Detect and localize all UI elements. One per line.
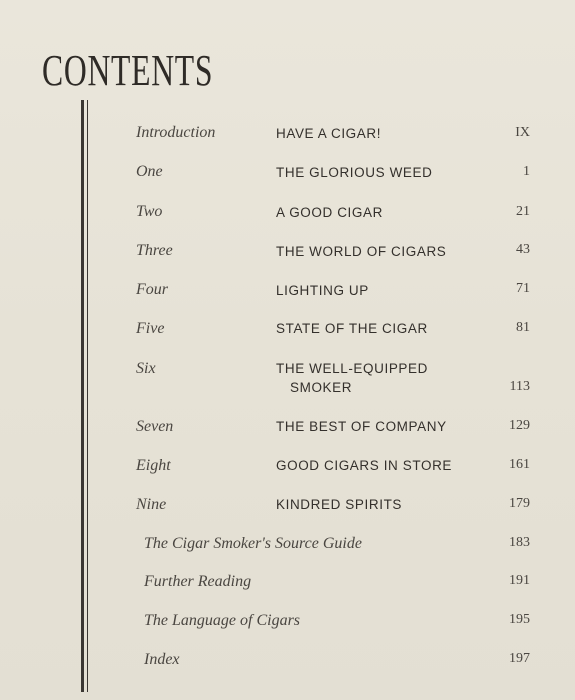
chapter-title: THE GLORIOUS WEED <box>276 165 433 180</box>
chapter-title: A GOOD CIGAR <box>276 205 383 220</box>
chapter-number: Four <box>136 281 168 298</box>
chapter-number: Two <box>136 203 163 220</box>
chapter-number: Introduction <box>136 124 216 141</box>
chapter-title: HAVE A CIGAR! <box>276 126 382 141</box>
chapter-title: KINDRED SPIRITS <box>276 497 403 512</box>
chapter-title: GOOD CIGARS IN STORE <box>276 458 453 473</box>
page-number: 191 <box>509 573 530 588</box>
back-matter-title: Further Reading <box>144 573 252 590</box>
chapter-number: One <box>136 163 163 180</box>
page-number: 81 <box>516 320 530 335</box>
chapter-number: Nine <box>136 496 167 513</box>
page-number: 179 <box>509 496 530 511</box>
page-number: 113 <box>509 379 530 394</box>
chapter-title-line2: SMOKER <box>290 380 353 395</box>
page-number: 197 <box>509 651 530 666</box>
chapter-number: Three <box>136 242 173 259</box>
back-matter-title: The Cigar Smoker's Source Guide <box>144 535 362 552</box>
contents-heading: CONTENTS <box>42 46 214 95</box>
page-number: 161 <box>509 457 530 472</box>
page-number: 43 <box>516 242 530 257</box>
chapter-title: THE BEST OF COMPANY <box>276 419 447 434</box>
page-number: 71 <box>516 281 530 296</box>
page-number: 21 <box>516 204 530 219</box>
back-matter-title: The Language of Cigars <box>144 612 301 629</box>
chapter-number: Five <box>136 320 165 337</box>
chapter-title: THE WELL-EQUIPPED <box>276 361 428 376</box>
chapter-title: STATE OF THE CIGAR <box>276 321 428 336</box>
chapter-title: LIGHTING UP <box>276 283 369 298</box>
back-matter-title: Index <box>144 651 180 668</box>
page-number: IX <box>515 125 530 140</box>
page-number: 1 <box>523 164 530 179</box>
page-number: 195 <box>509 612 530 627</box>
chapter-number: Eight <box>136 457 171 474</box>
chapter-number: Seven <box>136 418 174 435</box>
page-number: 183 <box>509 535 530 550</box>
chapter-number: Six <box>136 360 156 377</box>
chapter-title: THE WORLD OF CIGARS <box>276 244 447 259</box>
page-number: 129 <box>509 418 530 433</box>
